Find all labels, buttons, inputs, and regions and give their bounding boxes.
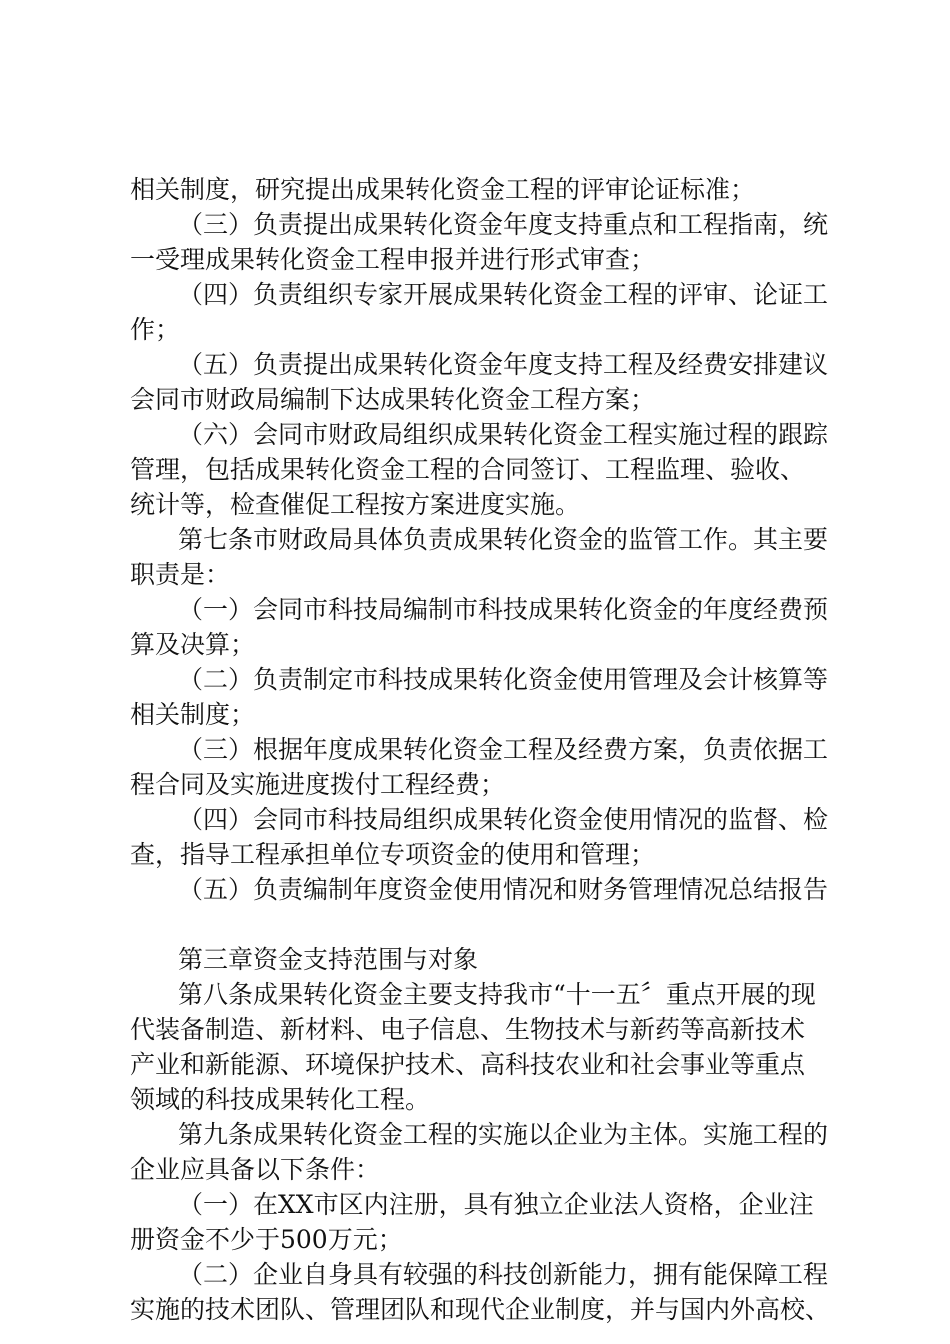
chapter-heading: 第三章资金支持范围与对象 (178, 945, 479, 974)
text-line: 程合同及实施进度拨付工程经费； (130, 770, 506, 799)
text-line: （六）会同市财政局组织成果转化资金工程实施过程的跟踪 (178, 420, 829, 449)
text-line: 相关制度； (130, 700, 256, 729)
text-line: （三）负责提出成果转化资金年度支持重点和工程指南，统 (178, 210, 829, 239)
text-line: 相关制度，研究提出成果转化资金工程的评审论证标准； (130, 175, 756, 204)
text-line: （五）负责编制年度资金使用情况和财务管理情况总结报告 (178, 875, 829, 904)
text-line: （三）根据年度成果转化资金工程及经费方案，负责依据工 (178, 735, 829, 764)
text-line: 作； (130, 315, 181, 344)
text-line: 领域的科技成果转化工程。 (130, 1085, 431, 1114)
text-line: （四）负责组织专家开展成果转化资金工程的评审、论证工 (178, 280, 829, 309)
text-line: 产业和新能源、环境保护技术、高科技农业和社会事业等重点 (130, 1050, 806, 1079)
text-line: 会同市财政局编制下达成果转化资金工程方案； (130, 385, 656, 414)
text-line: 册资金不少于500万元； (130, 1225, 403, 1254)
text-line: 职责是： (130, 560, 231, 589)
text-line: 查，指导工程承担单位专项资金的使用和管理； (130, 840, 656, 869)
text-line: （二）企业自身具有较强的科技创新能力，拥有能保障工程 (178, 1260, 829, 1289)
text-line: 第七条市财政局具体负责成果转化资金的监管工作。其主要 (178, 525, 829, 554)
text-line: （二）负责制定市科技成果转化资金使用管理及会计核算等 (178, 665, 829, 694)
text-line: （一）会同市科技局编制市科技成果转化资金的年度经费预 (178, 595, 829, 624)
text-line: 企业应具备以下条件： (130, 1155, 381, 1184)
text-line: 统计等，检查催促工程按方案进度实施。 (130, 490, 581, 519)
text-line: 实施的技术团队、管理团队和现代企业制度，并与国内外高校、 (130, 1295, 831, 1324)
text-line: 管理，包括成果转化资金工程的合同签订、工程监理、验收、 (130, 455, 806, 484)
text-line: （四）会同市科技局组织成果转化资金使用情况的监督、检 (178, 805, 829, 834)
text-line: （五）负责提出成果转化资金年度支持工程及经费安排建议 (178, 350, 829, 379)
text-line: 第九条成果转化资金工程的实施以企业为主体。实施工程的 (178, 1120, 829, 1149)
text-line: 算及决算； (130, 630, 256, 659)
text-line: 一受理成果转化资金工程申报并进行形式审查； (130, 245, 656, 274)
text-line: （一）在XX市区内注册，具有独立企业法人资格，企业注 (178, 1190, 814, 1219)
text-line: 代装备制造、新材料、电子信息、生物技术与新药等高新技术 (130, 1015, 806, 1044)
text-line: 第八条成果转化资金主要支持我市“十一五〞重点开展的现 (178, 980, 816, 1009)
